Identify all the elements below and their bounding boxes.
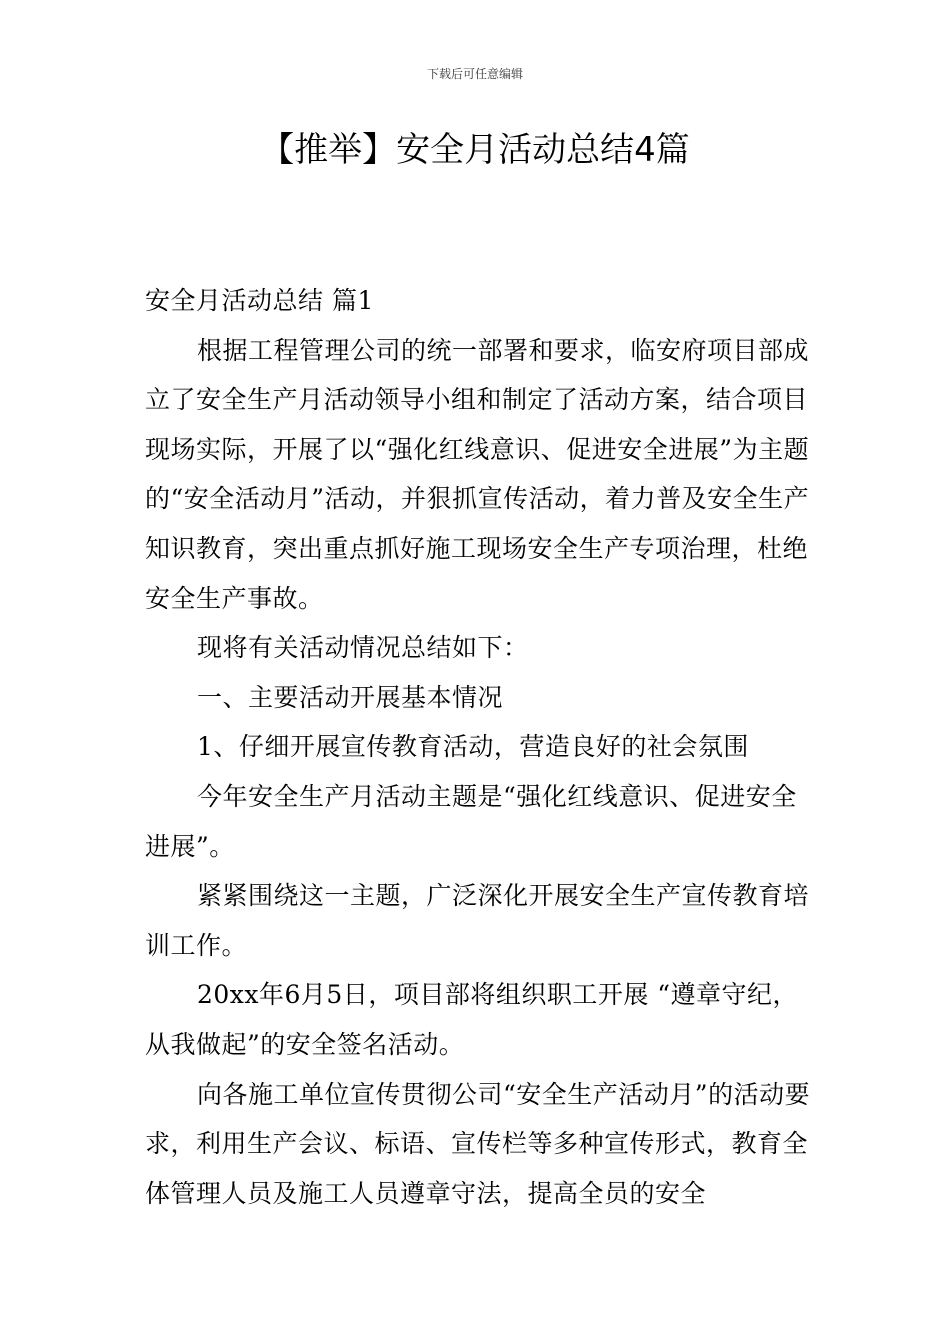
body-paragraph: 现将有关活动情况总结如下： (197, 633, 529, 663)
body-paragraph: 今年安全生产月活动主题是“强化红线意识、促进安全进展”。 (145, 781, 797, 861)
section-heading: 安全月活动总结 篇1 (145, 286, 374, 315)
document-title: 【推举】安全月活动总结4篇 (260, 130, 690, 170)
body-paragraph: 1、仔细开展宣传教育活动，营造良好的社会氛围 (197, 732, 749, 762)
body-paragraph: 紧紧围绕这一主题，广泛深化开展安全生产宣传教育培训工作。 (145, 881, 810, 960)
header-note: 下载后可任意编辑 (426, 67, 523, 81)
body-paragraph: 一、主要活动开展基本情况 (197, 682, 504, 712)
body-paragraph: 向各施工单位宣传贯彻公司“安全生产活动月”的活动要求，利用生产会议、标语、宣传栏等多种宣传形式，教育全体管理人员及施工人员遵章守法，提高全员的安全 (145, 1079, 811, 1208)
document-body (145, 276, 811, 1218)
body-paragraph: 根据工程管理公司的统一部署和要求，临安府项目部成立了安全生产月活动领导小组和制定了活动方案，结合项目现场实际，开展了以“强化红线意识、促进安全进展”为主题的“安全活动月”活动，并狠抓宣传活动，着力普及安全生产知识教育，突出重点抓好施工现场安全生产专项治理，杜绝安全生产事故。 (145, 335, 810, 613)
body-paragraph: 20xx年6月5日，项目部将组织职工开展 “遵章守纪，从我做起”的安全签名活动。 (145, 980, 799, 1059)
